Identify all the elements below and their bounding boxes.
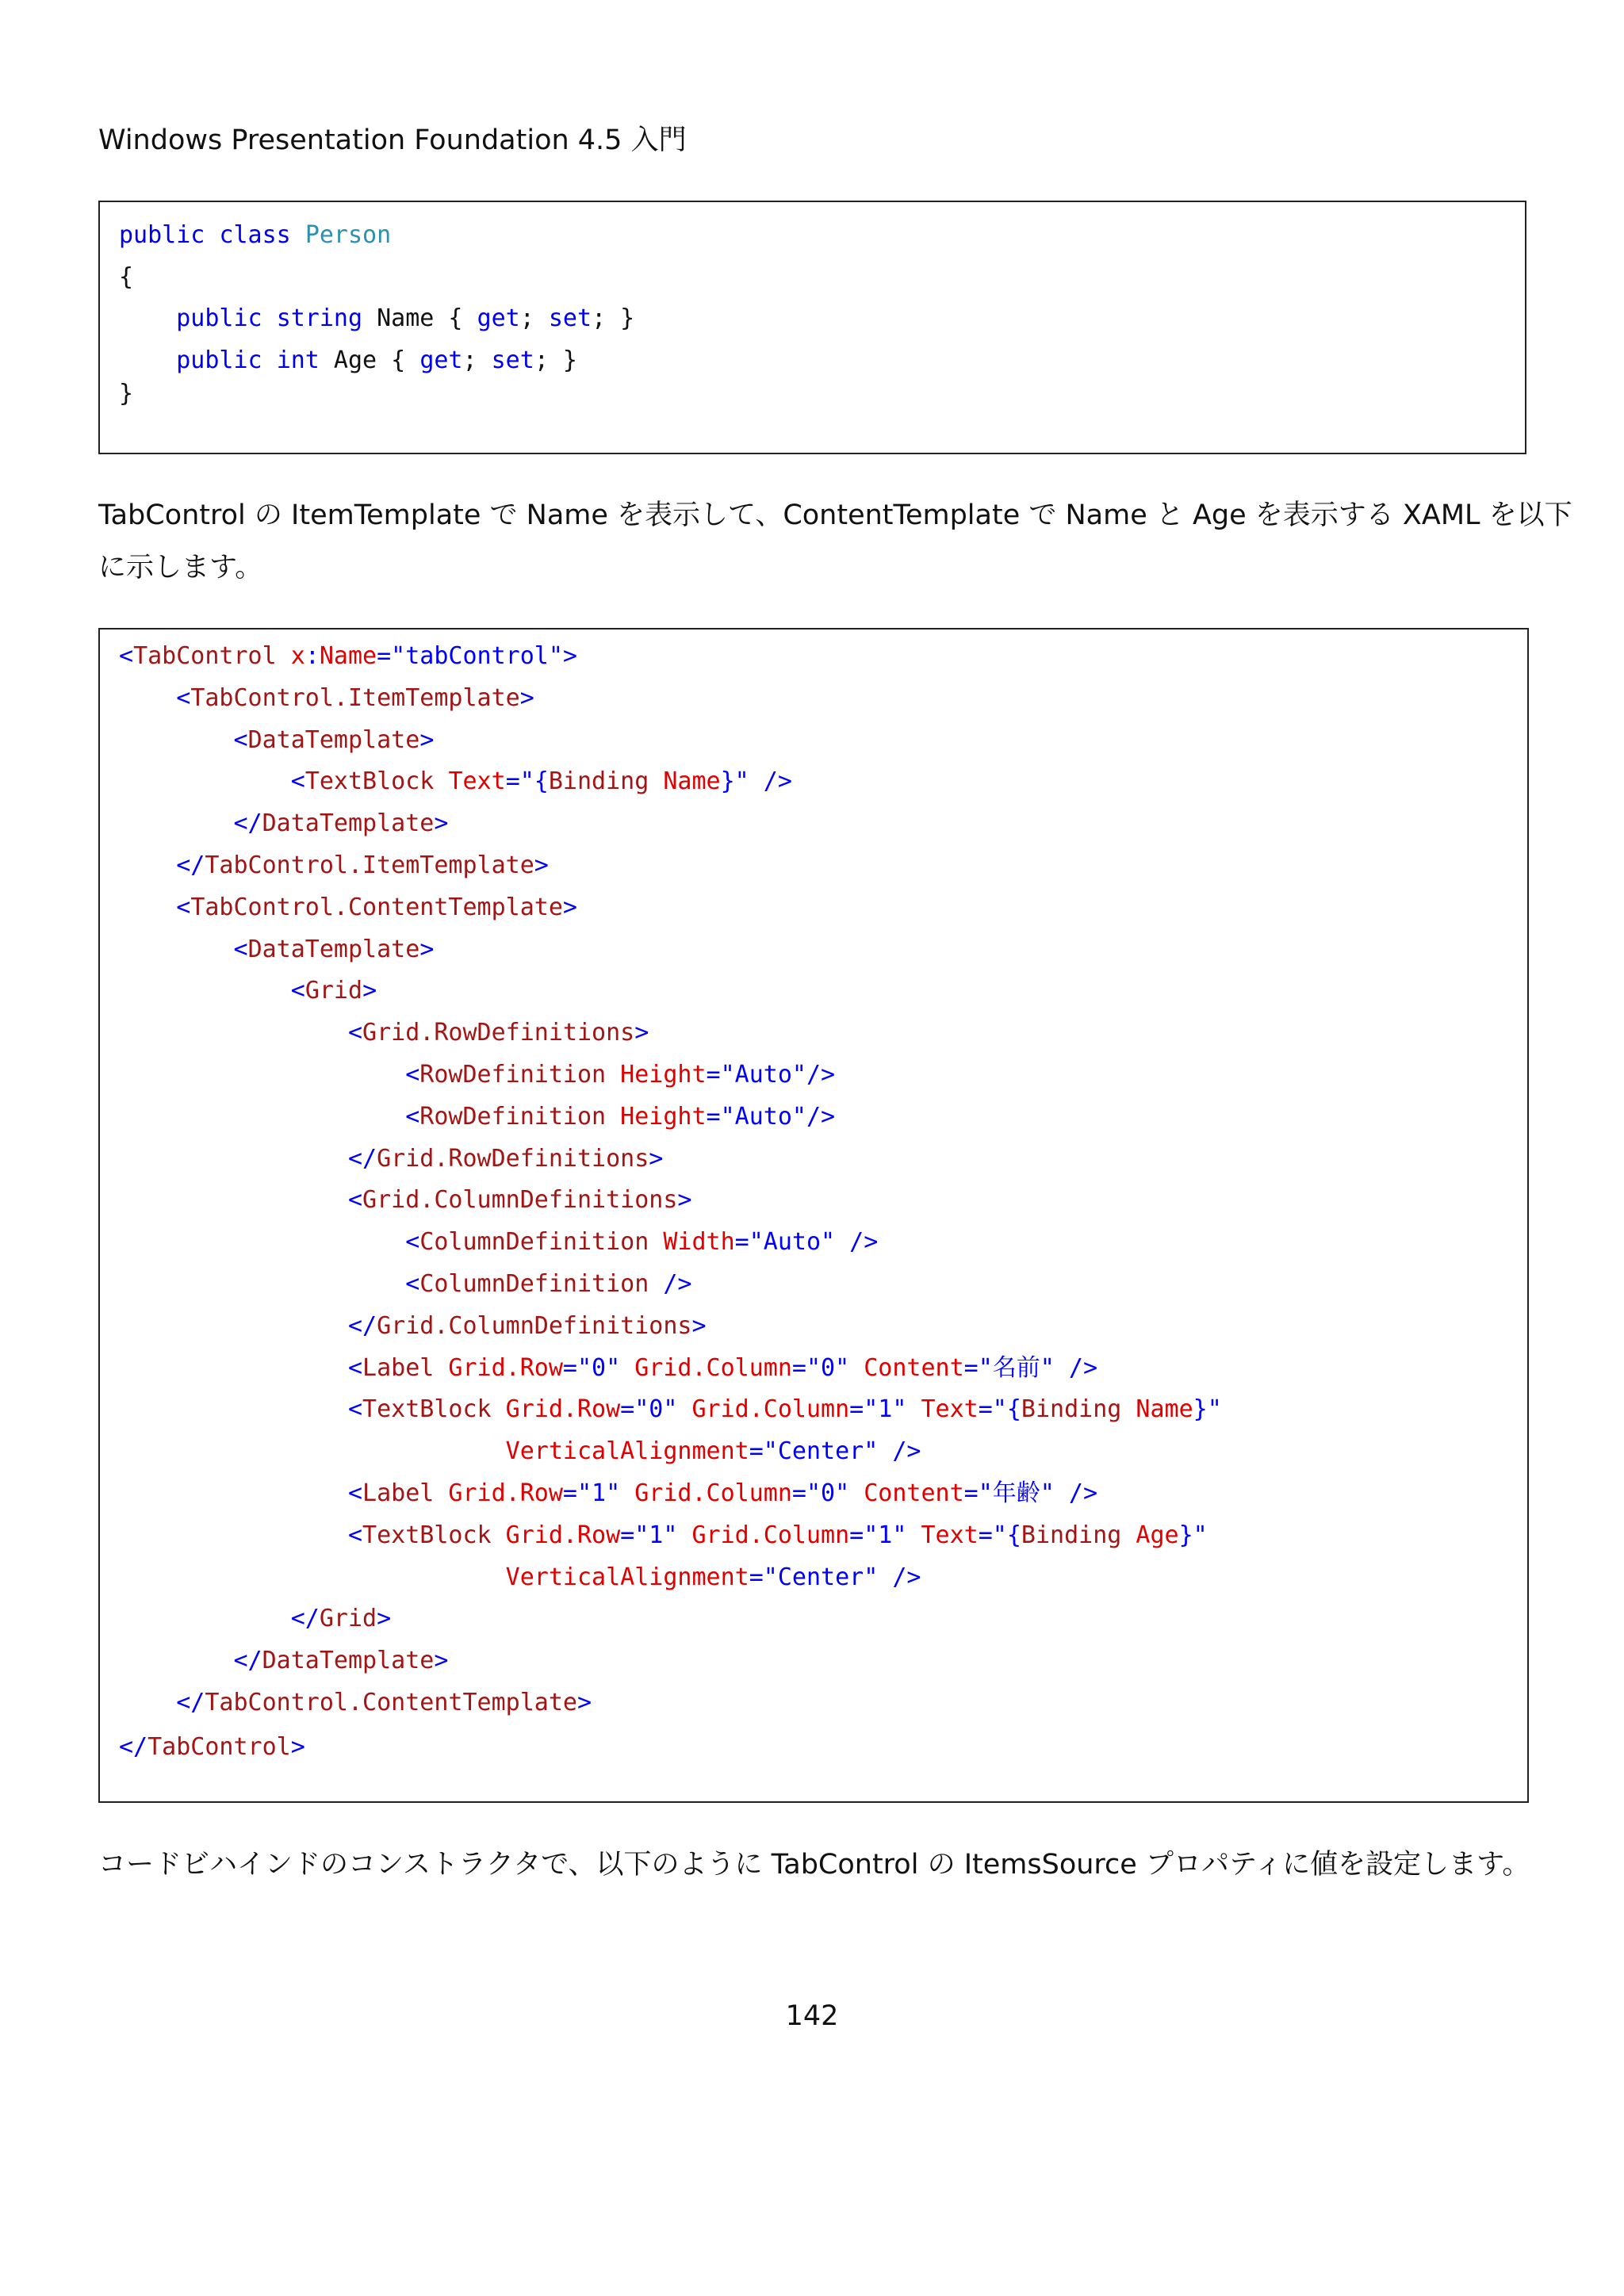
code-token: Binding <box>1021 1395 1122 1424</box>
code-token: Name <box>1136 1395 1193 1424</box>
code-line <box>119 262 133 293</box>
code-token <box>119 1647 234 1674</box>
code-token: Label <box>362 1353 435 1382</box>
code-line <box>119 345 577 377</box>
code-token: VerticalAlignment <box>505 1437 749 1466</box>
code-line <box>119 220 391 251</box>
code-token <box>906 1521 921 1549</box>
code-token: </ <box>119 1733 148 1761</box>
code-token: ; <box>462 346 492 374</box>
code-token: Grid.Column <box>634 1353 792 1382</box>
code-token <box>677 1395 691 1423</box>
code-token: < <box>347 1353 363 1382</box>
code-token <box>119 1186 348 1214</box>
code-token <box>119 304 176 332</box>
code-token: > <box>419 725 435 754</box>
code-token: < <box>233 935 248 963</box>
code-token <box>119 1103 405 1131</box>
code-token: Grid.ColumnDefinitions <box>362 1186 678 1215</box>
code-token: Grid.Row <box>505 1395 621 1424</box>
code-token <box>119 1689 176 1716</box>
code-token: DataTemplate <box>247 935 420 963</box>
code-token: Text <box>921 1395 979 1424</box>
code-line <box>119 850 549 882</box>
code-token: Grid.ColumnDefinitions <box>377 1311 692 1340</box>
code-token: </ <box>290 1605 320 1633</box>
code-line <box>119 1562 921 1594</box>
code-token: }" <box>1178 1521 1208 1549</box>
code-line <box>119 1520 1208 1552</box>
code-token: > <box>634 1019 649 1047</box>
code-token: VerticalAlignment <box>505 1563 749 1591</box>
code-token: ="Center" /> <box>749 1563 921 1591</box>
code-token: Age <box>1136 1521 1179 1549</box>
code-token: < <box>347 1479 363 1507</box>
code-token: Grid <box>319 1605 377 1633</box>
code-line <box>119 1059 835 1091</box>
code-token <box>119 1479 348 1507</box>
paragraph-code-behind: コードビハインドのコンストラクタで、以下のように TabControl の ItemsSource プロパティに値を設定します。 <box>98 1849 1530 1881</box>
code-token: ="{ <box>978 1395 1021 1424</box>
code-token: get <box>477 304 520 332</box>
code-line <box>119 725 434 756</box>
code-token: Height <box>620 1102 707 1131</box>
code-line <box>119 808 448 840</box>
code-line <box>119 1101 835 1133</box>
code-token <box>119 1395 348 1423</box>
code-token: Text <box>921 1521 979 1549</box>
code-token: : <box>304 642 320 670</box>
code-token: { <box>119 263 134 291</box>
code-line <box>119 641 577 672</box>
code-line <box>119 1143 663 1175</box>
code-token: Grid.Row <box>448 1353 563 1382</box>
code-token <box>119 1354 348 1382</box>
code-token <box>119 1145 348 1173</box>
code-token: ; <box>519 304 549 332</box>
code-token <box>119 346 176 374</box>
code-token: TextBlock <box>362 1521 492 1549</box>
code-token <box>677 1521 691 1549</box>
code-line <box>119 1732 305 1763</box>
code-token: < <box>405 1102 420 1131</box>
code-token: < <box>405 1270 420 1298</box>
code-token: < <box>347 1521 363 1549</box>
paragraph-line-1: TabControl の ItemTemplate で Name を表示して、ContentTemplate で Name と Age を表示する XAML を以下 <box>98 499 1572 531</box>
code-token: TabControl.ContentTemplate <box>205 1689 577 1716</box>
code-token: ="tabControl"> <box>377 642 577 670</box>
code-token: TextBlock <box>304 767 435 796</box>
code-token <box>119 851 176 879</box>
code-token <box>906 1395 921 1423</box>
code-token: < <box>347 1186 363 1215</box>
code-token: </ <box>176 851 205 879</box>
code-token: ="0" <box>620 1395 678 1424</box>
code-token: DataTemplate <box>262 1647 435 1675</box>
code-token: < <box>405 1228 420 1257</box>
code-token: Grid.Column <box>691 1395 850 1424</box>
code-line <box>119 1436 921 1468</box>
code-token: Name <box>319 642 377 670</box>
code-token: > <box>434 1647 449 1675</box>
code-token: </ <box>233 1647 262 1675</box>
code-token: > <box>677 1186 692 1215</box>
code-line <box>119 892 577 924</box>
code-token <box>262 346 277 374</box>
code-token: > <box>377 1605 392 1633</box>
code-token: ="1" <box>562 1479 621 1507</box>
code-line <box>119 1311 707 1342</box>
code-token: Age { <box>319 346 420 374</box>
code-token: < <box>290 977 305 1005</box>
code-token: < <box>347 1019 363 1047</box>
code-token: DataTemplate <box>262 809 435 838</box>
code-token: Binding <box>1021 1521 1122 1549</box>
code-token: public <box>176 304 262 332</box>
code-line <box>119 683 534 714</box>
code-token: > <box>290 1733 305 1761</box>
code-token: TabControl.ContentTemplate <box>190 893 563 921</box>
code-token: < <box>290 767 305 796</box>
code-token: ="1" <box>620 1521 678 1549</box>
code-token: Text <box>448 767 506 796</box>
code-line <box>119 1687 592 1719</box>
code-token: set <box>548 304 592 332</box>
code-token: < <box>347 1395 363 1424</box>
code-token <box>119 1521 348 1549</box>
code-token: ColumnDefinition <box>419 1228 649 1257</box>
code-token: < <box>176 893 191 921</box>
code-token <box>1121 1395 1136 1423</box>
code-token: ="Auto"/> <box>706 1102 836 1131</box>
code-line <box>119 1017 649 1049</box>
code-token: Grid.Row <box>505 1521 621 1549</box>
code-token: Grid.Row <box>448 1479 563 1507</box>
code-line <box>119 934 434 966</box>
code-token: > <box>691 1311 707 1340</box>
code-token: Content <box>864 1353 964 1382</box>
code-token: set <box>491 346 534 374</box>
code-line <box>119 1645 448 1677</box>
code-token: > <box>649 1144 664 1173</box>
code-token: ="1" <box>849 1395 907 1424</box>
code-token <box>119 936 234 963</box>
code-token: /> <box>663 1270 692 1298</box>
code-token: }" /> <box>720 767 792 796</box>
code-token: Content <box>864 1479 964 1507</box>
code-token <box>849 1479 864 1507</box>
code-line <box>119 378 133 410</box>
code-token: > <box>419 935 435 963</box>
code-token <box>434 1354 448 1382</box>
code-token <box>119 684 176 712</box>
code-token: ="0" <box>791 1353 850 1382</box>
code-token: string <box>276 304 363 332</box>
code-line <box>119 1184 691 1216</box>
code-token: ="Center" /> <box>749 1437 921 1466</box>
code-token: ="名前" /> <box>963 1353 1098 1382</box>
code-token: </ <box>233 809 262 838</box>
code-token: Width <box>663 1228 735 1257</box>
csharp-code-block <box>98 201 1526 454</box>
code-line <box>119 1603 391 1635</box>
code-token: ColumnDefinition <box>419 1270 649 1298</box>
code-token: TabControl.ItemTemplate <box>205 851 534 879</box>
code-token: > <box>534 851 549 879</box>
code-token: Name { <box>362 304 477 332</box>
code-token: < <box>176 683 191 712</box>
code-token: </ <box>176 1689 205 1716</box>
code-token: > <box>576 1689 592 1716</box>
code-token: Grid.RowDefinitions <box>377 1144 649 1173</box>
code-line <box>119 1269 691 1300</box>
code-token <box>119 767 291 795</box>
code-token: Grid <box>304 977 363 1005</box>
code-token: }" <box>1193 1395 1222 1424</box>
code-token <box>606 1061 620 1089</box>
code-token: RowDefinition <box>419 1102 607 1131</box>
xaml-code-block <box>98 628 1529 1803</box>
code-token: get <box>419 346 463 374</box>
code-token <box>291 221 305 249</box>
code-token: Height <box>620 1061 707 1089</box>
code-token: DataTemplate <box>247 725 420 754</box>
code-token: > <box>362 977 377 1005</box>
code-token: > <box>562 893 577 921</box>
code-token <box>434 767 448 795</box>
running-header: Windows Presentation Foundation 4.5 入門 <box>98 124 687 156</box>
code-token <box>620 1479 634 1507</box>
code-token <box>119 1312 348 1340</box>
code-token: Grid.Column <box>691 1521 850 1549</box>
code-token: ; } <box>534 346 577 374</box>
code-token: ; } <box>592 304 635 332</box>
code-token <box>119 809 234 837</box>
code-token: ="{ <box>505 767 549 796</box>
code-token <box>434 1479 448 1507</box>
code-token: </ <box>347 1144 377 1173</box>
code-token: } <box>119 380 134 408</box>
code-token <box>649 1228 663 1256</box>
code-token <box>849 1354 864 1382</box>
code-token: class <box>219 221 291 249</box>
code-token <box>492 1521 506 1549</box>
code-token: < <box>119 642 134 670</box>
code-token: ="{ <box>978 1521 1021 1549</box>
code-token <box>649 1270 663 1298</box>
code-token: int <box>276 346 320 374</box>
code-token: Person <box>304 221 392 249</box>
code-token <box>649 767 663 795</box>
paragraph-line-2: に示します。 <box>98 552 263 584</box>
code-token: TabControl <box>133 642 277 670</box>
code-token <box>620 1354 634 1382</box>
code-token <box>606 1103 620 1131</box>
code-token: < <box>405 1061 420 1089</box>
code-token: TextBlock <box>362 1395 492 1424</box>
code-token: ="0" <box>562 1353 621 1382</box>
code-token: > <box>519 683 534 712</box>
page-number: 142 <box>785 2000 839 2032</box>
code-token: TabControl.ItemTemplate <box>190 683 520 712</box>
code-token <box>1121 1521 1136 1549</box>
code-token <box>119 1228 405 1256</box>
code-token: public <box>119 221 205 249</box>
code-token: ="0" <box>791 1479 850 1507</box>
code-token <box>119 1019 348 1047</box>
code-line <box>119 1394 1222 1425</box>
code-token <box>119 1270 405 1298</box>
code-token <box>119 894 176 921</box>
code-token <box>119 1061 405 1089</box>
code-token: ="Auto" /> <box>734 1228 879 1257</box>
code-token: public <box>176 346 262 374</box>
code-line <box>119 303 634 335</box>
code-token: Name <box>663 767 721 796</box>
code-token <box>119 1563 506 1591</box>
code-token <box>205 221 219 249</box>
code-token: < <box>233 725 248 754</box>
code-token <box>119 977 291 1004</box>
code-token: Binding <box>548 767 649 796</box>
code-token: RowDefinition <box>419 1061 607 1089</box>
code-token <box>119 726 234 754</box>
code-token: TabControl <box>147 1733 291 1761</box>
code-token <box>262 304 277 332</box>
code-token: Label <box>362 1479 435 1507</box>
code-token <box>119 1605 291 1632</box>
code-line <box>119 1353 1097 1384</box>
code-line <box>119 975 377 1007</box>
code-token: x <box>290 642 305 670</box>
code-line <box>119 1226 878 1258</box>
code-token: ="年齢" /> <box>963 1479 1098 1507</box>
code-line <box>119 766 792 798</box>
code-token: </ <box>347 1311 377 1340</box>
code-token <box>119 1437 506 1465</box>
code-token: > <box>434 809 449 838</box>
code-token <box>277 642 291 670</box>
code-token: Grid.Column <box>634 1479 792 1507</box>
code-token: ="1" <box>849 1521 907 1549</box>
code-token: Grid.RowDefinitions <box>362 1019 635 1047</box>
code-token <box>492 1395 506 1423</box>
code-line <box>119 1478 1097 1510</box>
code-token: ="Auto"/> <box>706 1061 836 1089</box>
